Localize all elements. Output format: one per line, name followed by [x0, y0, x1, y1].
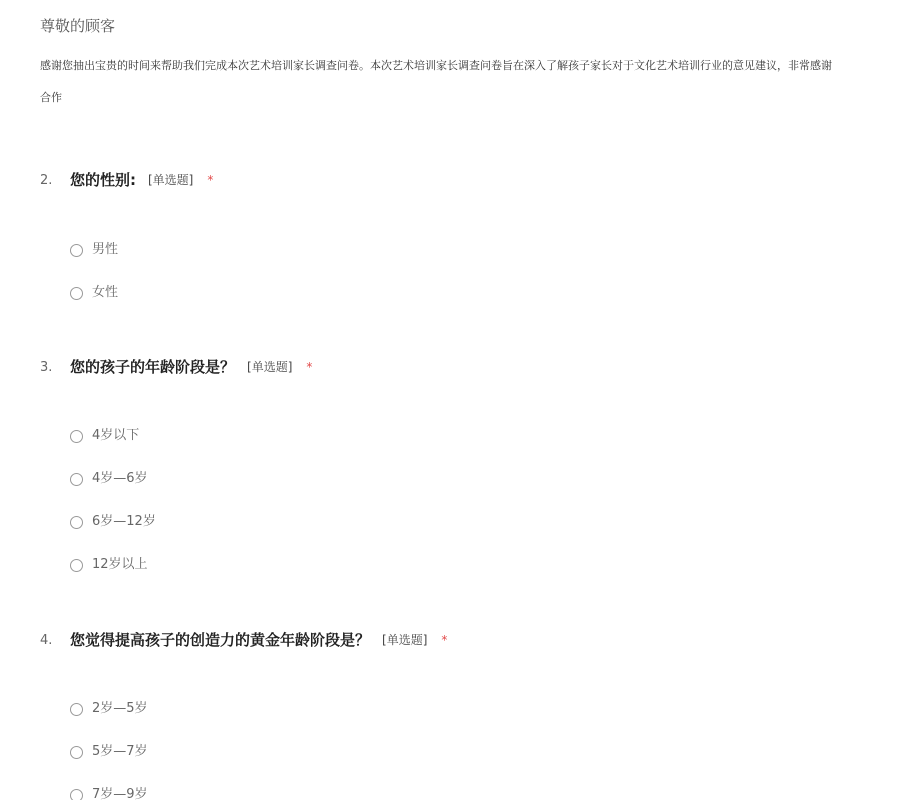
question-text: 您的孩子的年龄阶段是？: [70, 358, 236, 376]
radio-button[interactable]: [70, 703, 83, 716]
radio-button[interactable]: [70, 473, 83, 486]
question-golden-age: [0, 628, 900, 654]
question-gender: [0, 168, 900, 194]
radio-button[interactable]: [70, 559, 83, 572]
option-age-5-7[interactable]: [70, 742, 148, 762]
option-label: 7岁—9岁: [92, 787, 148, 800]
intro-text-continued: 合作: [40, 91, 62, 104]
question-number: 3.: [40, 360, 53, 375]
question-type-tag: [单选题]: [148, 173, 194, 187]
option-age-2-5[interactable]: [70, 699, 148, 719]
option-age-6-12[interactable]: [70, 512, 156, 532]
option-label: 6岁—12岁: [92, 514, 156, 529]
question-type-tag: [单选题]: [247, 360, 293, 374]
greeting-heading: 尊敬的顾客: [40, 17, 116, 35]
option-label: 女性: [92, 285, 119, 300]
question-text: 您觉得提高孩子的创造力的黄金年龄阶段是？: [70, 631, 371, 649]
required-marker: *: [207, 173, 214, 187]
option-label: 4岁—6岁: [92, 471, 148, 486]
option-male[interactable]: [70, 240, 118, 260]
required-marker: *: [441, 633, 448, 647]
option-age-under-4[interactable]: [70, 426, 139, 446]
question-title: [70, 630, 447, 650]
option-label: 12岁以上: [92, 557, 148, 572]
radio-button[interactable]: [70, 516, 83, 529]
option-age-over-12[interactable]: [70, 555, 148, 575]
radio-button[interactable]: [70, 244, 83, 257]
option-age-4-6[interactable]: [70, 469, 148, 489]
question-title: [70, 357, 312, 377]
required-marker: *: [306, 360, 313, 374]
option-age-7-9[interactable]: [70, 785, 148, 800]
option-label: 5岁—7岁: [92, 744, 148, 759]
radio-button[interactable]: [70, 746, 83, 759]
option-label: 4岁以下: [92, 428, 140, 443]
question-child-age: [0, 355, 900, 381]
radio-button[interactable]: [70, 430, 83, 443]
question-number: 4.: [40, 633, 53, 648]
radio-button[interactable]: [70, 287, 83, 300]
intro-text: 感谢您抽出宝贵的时间来帮助我们完成本次艺术培训家长调查问卷。本次艺术培训家长调查问卷旨在深入了解孩子家长对于文化艺术培训行业的意见建议，非常感谢: [40, 59, 832, 72]
radio-button[interactable]: [70, 789, 83, 800]
question-type-tag: [单选题]: [382, 633, 428, 647]
option-label: 2岁—5岁: [92, 701, 148, 716]
question-text: 您的性别:: [70, 171, 136, 189]
question-title: [70, 170, 213, 190]
question-number: 2.: [40, 173, 53, 188]
option-female[interactable]: [70, 283, 118, 303]
option-label: 男性: [92, 242, 119, 257]
